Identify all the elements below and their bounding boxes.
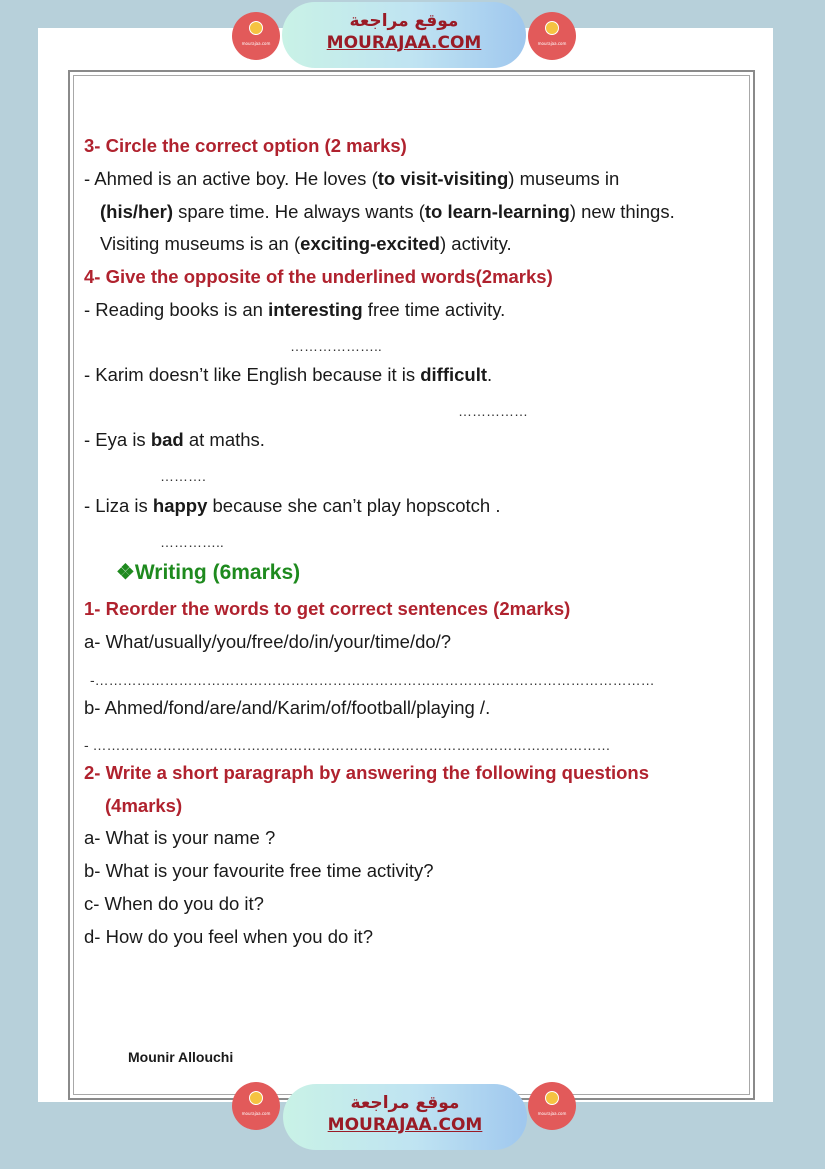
author-name: Mounir Allouchi [128, 1049, 234, 1065]
option-text: to visit-visiting [377, 168, 509, 189]
site-seal-right-top [528, 12, 576, 60]
q3-line-1 [84, 167, 619, 191]
site-name-latin[interactable]: MOURAJAA.COM [327, 1115, 483, 1135]
text: - Reading books is an [84, 299, 269, 320]
seal-logo-icon [249, 21, 263, 35]
q4-sentence-2 [84, 363, 492, 387]
underlined-word: difficult [420, 364, 488, 385]
site-seal-left-top [232, 12, 280, 60]
text: spare time. He always wants ( [172, 201, 425, 222]
seal-text: mourajaa.com [241, 41, 271, 46]
q4-answer-blank-1: ……………….. [290, 338, 382, 354]
q4-title: 4- Give the opposite of the underlined words(2marks) [84, 266, 553, 287]
text: at maths. [183, 429, 265, 450]
q4-sentence-4 [84, 494, 500, 518]
reorder-answer-line-b: - ………………………………………………………………………………………………… [84, 737, 611, 753]
writing-q2-marks: (4marks) [105, 795, 183, 816]
text: ) museums in [508, 168, 620, 189]
seal-text: mourajaa.com [537, 41, 567, 46]
q4-sentence-3 [84, 428, 265, 452]
site-banner-bottom[interactable] [283, 1084, 527, 1150]
text: - Liza is [84, 495, 153, 516]
q3-title: 3- Circle the correct option (2 marks) [84, 135, 407, 156]
q4-sentence-1 [84, 298, 505, 322]
seal-logo-icon [545, 21, 559, 35]
seal-text: mourajaa.com [241, 1111, 271, 1116]
q4-answer-blank-4: ………….. [160, 534, 224, 550]
text: because she can’t play hopscotch . [207, 495, 501, 516]
seal-logo-icon [249, 1091, 263, 1105]
writing-q1-title: 1- Reorder the words to get correct sentences (2marks) [84, 598, 571, 619]
paragraph-question-d: d- How do you feel when you do it? [84, 926, 373, 947]
underlined-word: bad [150, 429, 184, 450]
seal-logo-icon [545, 1091, 559, 1105]
q3-line-2 [100, 200, 675, 224]
reorder-answer-line-a: -………………………………………………………………………………………………………… [90, 672, 655, 688]
option-text: to learn-learning [424, 201, 570, 222]
underlined-word: interesting [268, 299, 363, 320]
text: - Ahmed is an active boy. He loves ( [84, 168, 378, 189]
site-banner-top[interactable] [282, 2, 526, 68]
paragraph-question-a: a- What is your name ? [84, 827, 276, 848]
writing-q2-title: 2- Write a short paragraph by answering the following questions [84, 762, 650, 783]
site-name-latin[interactable]: MOURAJAA.COM [326, 33, 482, 53]
option-text: (his/her) [100, 201, 173, 222]
reorder-item-a: a- What/usually/you/free/do/in/your/time/do/? [84, 631, 452, 652]
text: . [487, 364, 493, 385]
paragraph-question-c: c- When do you do it? [84, 893, 264, 914]
paragraph-question-b: b- What is your favourite free time activity? [84, 860, 434, 881]
site-seal-left-bottom [232, 1082, 280, 1130]
option-text: exciting-excited [300, 233, 440, 254]
site-name-arabic: موقع مراجعة [349, 11, 459, 31]
text: - Eya is [84, 429, 151, 450]
q4-answer-blank-2: …………… [458, 403, 528, 419]
site-name-arabic: موقع مراجعة [350, 1093, 460, 1113]
q3-line-3 [100, 232, 512, 256]
reorder-item-b: b- Ahmed/fond/are/and/Karim/of/football/playing /. [84, 697, 491, 718]
seal-text: mourajaa.com [537, 1111, 567, 1116]
q4-answer-blank-3: ………. [160, 468, 206, 484]
text: ) activity. [439, 233, 512, 254]
writing-section-title: ❖Writing (6marks) [116, 561, 301, 584]
text: ) new things. [569, 201, 675, 222]
text: - Karim doesn’t like English because it is [84, 364, 421, 385]
text: free time activity. [362, 299, 506, 320]
site-seal-right-bottom [528, 1082, 576, 1130]
underlined-word: happy [152, 495, 208, 516]
text: Visiting museums is an ( [100, 233, 301, 254]
